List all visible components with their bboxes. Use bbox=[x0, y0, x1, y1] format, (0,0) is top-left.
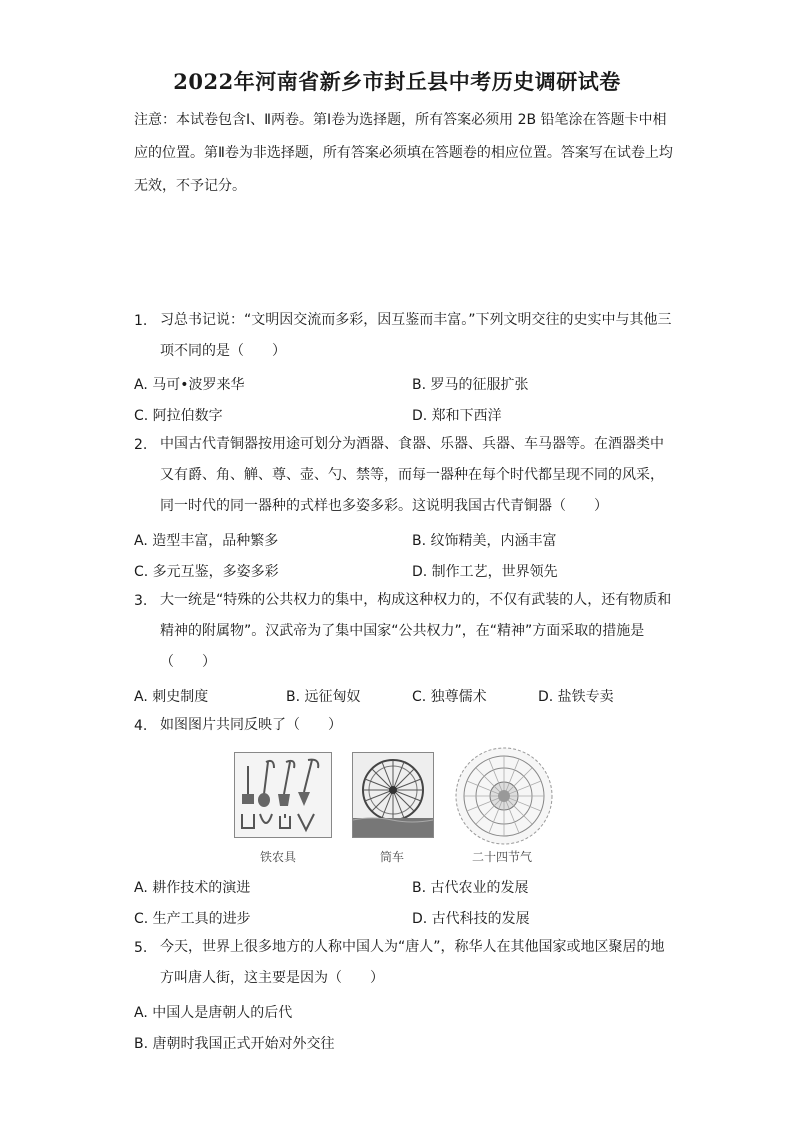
iron-farm-tools-image bbox=[234, 752, 332, 838]
q2-option-d[interactable]: D. 制作工艺，世界领先 bbox=[412, 564, 558, 580]
question-3-number: 3. bbox=[134, 593, 148, 609]
question-4-stem: 如图图片共同反映了（ ） bbox=[160, 717, 342, 733]
q1-option-b[interactable]: B. 罗马的征服扩张 bbox=[412, 377, 529, 393]
q5-option-b[interactable]: B. 唐朝时我国正式开始对外交往 bbox=[134, 1036, 335, 1052]
question-1-number: 1. bbox=[134, 313, 148, 329]
q2-option-c[interactable]: C. 多元互鉴，多姿多彩 bbox=[134, 564, 279, 580]
caption-iron-tools: 铁农具 bbox=[260, 850, 297, 864]
exam-notice: 注意：本试卷包含Ⅰ、Ⅱ两卷。第Ⅰ卷为选择题，所有答案必须用 2B 铅笔涂在答题卡中相应的位置。第Ⅱ卷为非选择题，所有答案必须填在答题卷的相应位置。答案写在试卷上均无效，不予记分。 bbox=[134, 112, 673, 194]
question-1-stem: 习总书记说：“文明因交流而多彩，因互鉴而丰富。”下列文明交往的史实中与其他三项不同的是（ ） bbox=[160, 312, 672, 359]
q3-option-d[interactable]: D. 盐铁专卖 bbox=[538, 689, 614, 705]
q2-option-b[interactable]: B. 纹饰精美，内涵丰富 bbox=[412, 533, 557, 549]
page-title: 2022年河南省新乡市封丘县中考历史调研试卷 bbox=[173, 69, 621, 94]
q1-option-d[interactable]: D. 郑和下西洋 bbox=[412, 408, 502, 424]
question-5-stem: 今天，世界上很多地方的人称中国人为“唐人”，称华人在其他国家或地区聚居的地方叫唐人街，这主要是因为（ ） bbox=[160, 939, 665, 986]
water-wheel-image bbox=[352, 752, 434, 838]
q3-option-c[interactable]: C. 独尊儒术 bbox=[412, 689, 487, 705]
question-2-stem: 中国古代青铜器按用途可划分为酒器、食器、乐器、兵器、车马器等。在酒器类中又有爵、角、觯、尊、壶、勺、禁等，而每一器种在每个时代都呈现不同的风采，同一时代的同一器种的式样也多姿多彩。这说明我国古代青铜器（ ） bbox=[160, 436, 664, 514]
q4-option-a[interactable]: A. 耕作技术的演进 bbox=[134, 880, 251, 896]
q4-option-b[interactable]: B. 古代农业的发展 bbox=[412, 880, 529, 896]
solar-terms-disc-image bbox=[452, 746, 556, 846]
q3-option-b[interactable]: B. 远征匈奴 bbox=[286, 689, 361, 705]
question-3-stem: 大一统是“特殊的公共权力的集中，构成这种权力的，不仅有武装的人，还有物质和精神的附属物”。汉武帝为了集中国家“公共权力”，在“精神”方面采取的措施是（ ） bbox=[160, 592, 672, 670]
question-2-number: 2. bbox=[134, 437, 148, 453]
question-4-figure bbox=[234, 752, 564, 870]
q4-option-d[interactable]: D. 古代科技的发展 bbox=[412, 911, 530, 927]
q1-option-c[interactable]: C. 阿拉伯数字 bbox=[134, 408, 223, 424]
q4-option-c[interactable]: C. 生产工具的进步 bbox=[134, 911, 251, 927]
caption-solar-terms: 二十四节气 bbox=[472, 850, 533, 864]
question-5-number: 5. bbox=[134, 940, 148, 956]
q3-option-a[interactable]: A. 刺史制度 bbox=[134, 689, 209, 705]
caption-water-wheel: 筒车 bbox=[380, 850, 405, 864]
q1-option-a[interactable]: A. 马可•波罗来华 bbox=[134, 377, 245, 393]
question-4-number: 4. bbox=[134, 718, 148, 734]
q5-option-a[interactable]: A. 中国人是唐朝人的后代 bbox=[134, 1005, 293, 1021]
q2-option-a[interactable]: A. 造型丰富，品种繁多 bbox=[134, 533, 279, 549]
